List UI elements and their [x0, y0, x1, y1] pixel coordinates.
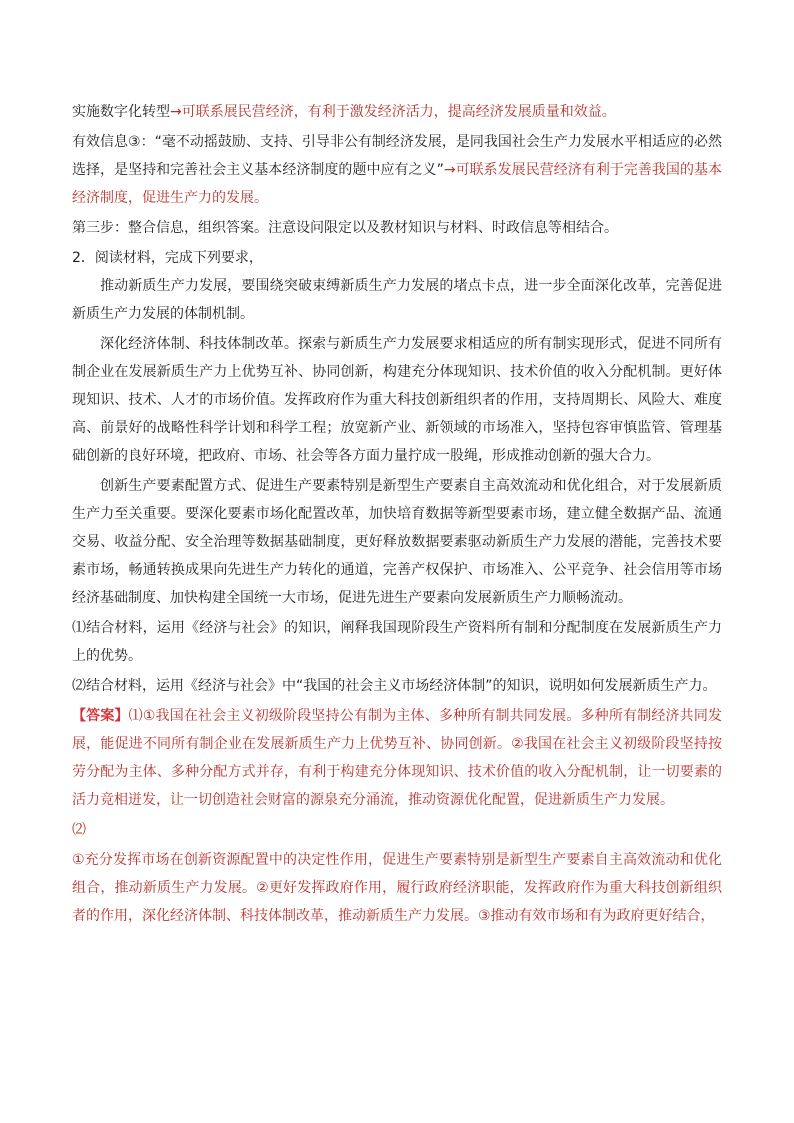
info3-link: →可联系发展民营经济有利于完善我国的基本经济制度，促进生产力的发展。 — [72, 162, 722, 206]
info3-quote: “毫不动摇鼓励、支持、引导非公有制经济发展，是同我国社会生产力发展水平相适应的必然选择，是坚持和完善社会主义基本经济制度的题中应有之义” — [72, 134, 722, 178]
info3-label: 有效信息③： — [72, 134, 155, 150]
answer-1-text: ⑴①我国在社会主义初级阶段坚持公有制为主体、多种所有制共同发展。多种所有制经济共同发展，能促进不同所有制企业在发展新质生产力上优势互补、协同创新。②我国在社会主义初级阶段坚持按劳分配为主体、多种分配方式并存，有利于构建充分体现知识、技术价值的收入分配机制，让一切要素的活力竞相迸发，让一切创造社会财富的源泉充分涌流，推动资源优化配置，促进新质生产力发展。 — [72, 708, 722, 808]
step2-tail — [72, 98, 722, 126]
answer-2: ①充分发挥市场在创新资源配置中的决定性作用，促进生产要素特别是新型生产要素自主高效流动和优化组合，推动新质生产力发展。②更好发挥政府作用，履行政府经济职能，发挥政府作为重大科技创新组织者的作用，深化经济体制、科技体制改革，推动新质生产力发展。③推动有效市场和有为政府更好结合， — [72, 852, 722, 924]
material-para-3: 创新生产要素配置方式、促进生产要素特别是新型生产要素自主高效流动和优化组合，对于发展新质生产力至关重要。要深化要素市场化配置改革，加快培育数据等新型要素市场，建立健全数据产品、流通交易、收益分配、安全治理等数据基础制度，更好释放数据要素驱动新质生产力发展的潜能，完善技术要素市场，畅通转换成果向先进生产力转化的通道，完善产权保护、市场准入、公平竞争、社会信用等市场经济基础制度、加快构建全国统一大市场，促进先进生产要素向发展新质生产力顺畅流动。 — [72, 478, 722, 606]
step2-link-text: →可联系展民营经济，有利于激发经济活力，提高经济发展质量和效益。 — [170, 104, 616, 120]
document-page — [72, 98, 722, 930]
step3-line: 第三步：整合信息，组织答案。注意设问限定以及教材知识与材料、时政信息等相结合。 — [72, 220, 618, 236]
question-1: ⑴结合材料，运用《经济与社会》的知识，阐释我国现阶段生产资料所有制和分配制度在发展新质生产力上的优势。 — [72, 620, 722, 664]
question-intro: 2．阅读材料，完成下列要求， — [72, 250, 263, 266]
digital-transform-text: 实施数字化转型 — [72, 104, 170, 120]
answer-1 — [72, 702, 722, 814]
answer-2-head: ⑵ — [72, 822, 86, 838]
answer-tag: 【答案】 — [72, 708, 129, 724]
material-para-1: 推动新质生产力发展，要围绕突破束缚新质生产力发展的堵点卡点，进一步全面深化改革，完善促进新质生产力发展的体制机制。 — [72, 278, 722, 322]
info3-paragraph — [72, 128, 722, 212]
question-2: ⑵结合材料，运用《经济与社会》中“我国的社会主义市场经济体制”的知识，说明如何发展新质生产力。 — [72, 678, 717, 694]
material-para-2: 深化经济体制、科技体制改革。探索与新质生产力发展要求相适应的所有制实现形式，促进不同所有制企业在发展新质生产力上优势互补、协同创新，构建充分体现知识、技术价值的收入分配机制。更好体现知识、技术、人才的市场价值。发挥政府作为重大科技创新组织者的作用，支持周期长、风险大、难度高、前景好的战略性科学计划和科学工程；放宽新产业、新领域的市场准入，坚持包容审慎监管、管理基础创新的良好环境，把政府、市场、社会等各方面力量拧成一股绳，形成推动创新的强大合力。 — [72, 336, 722, 464]
